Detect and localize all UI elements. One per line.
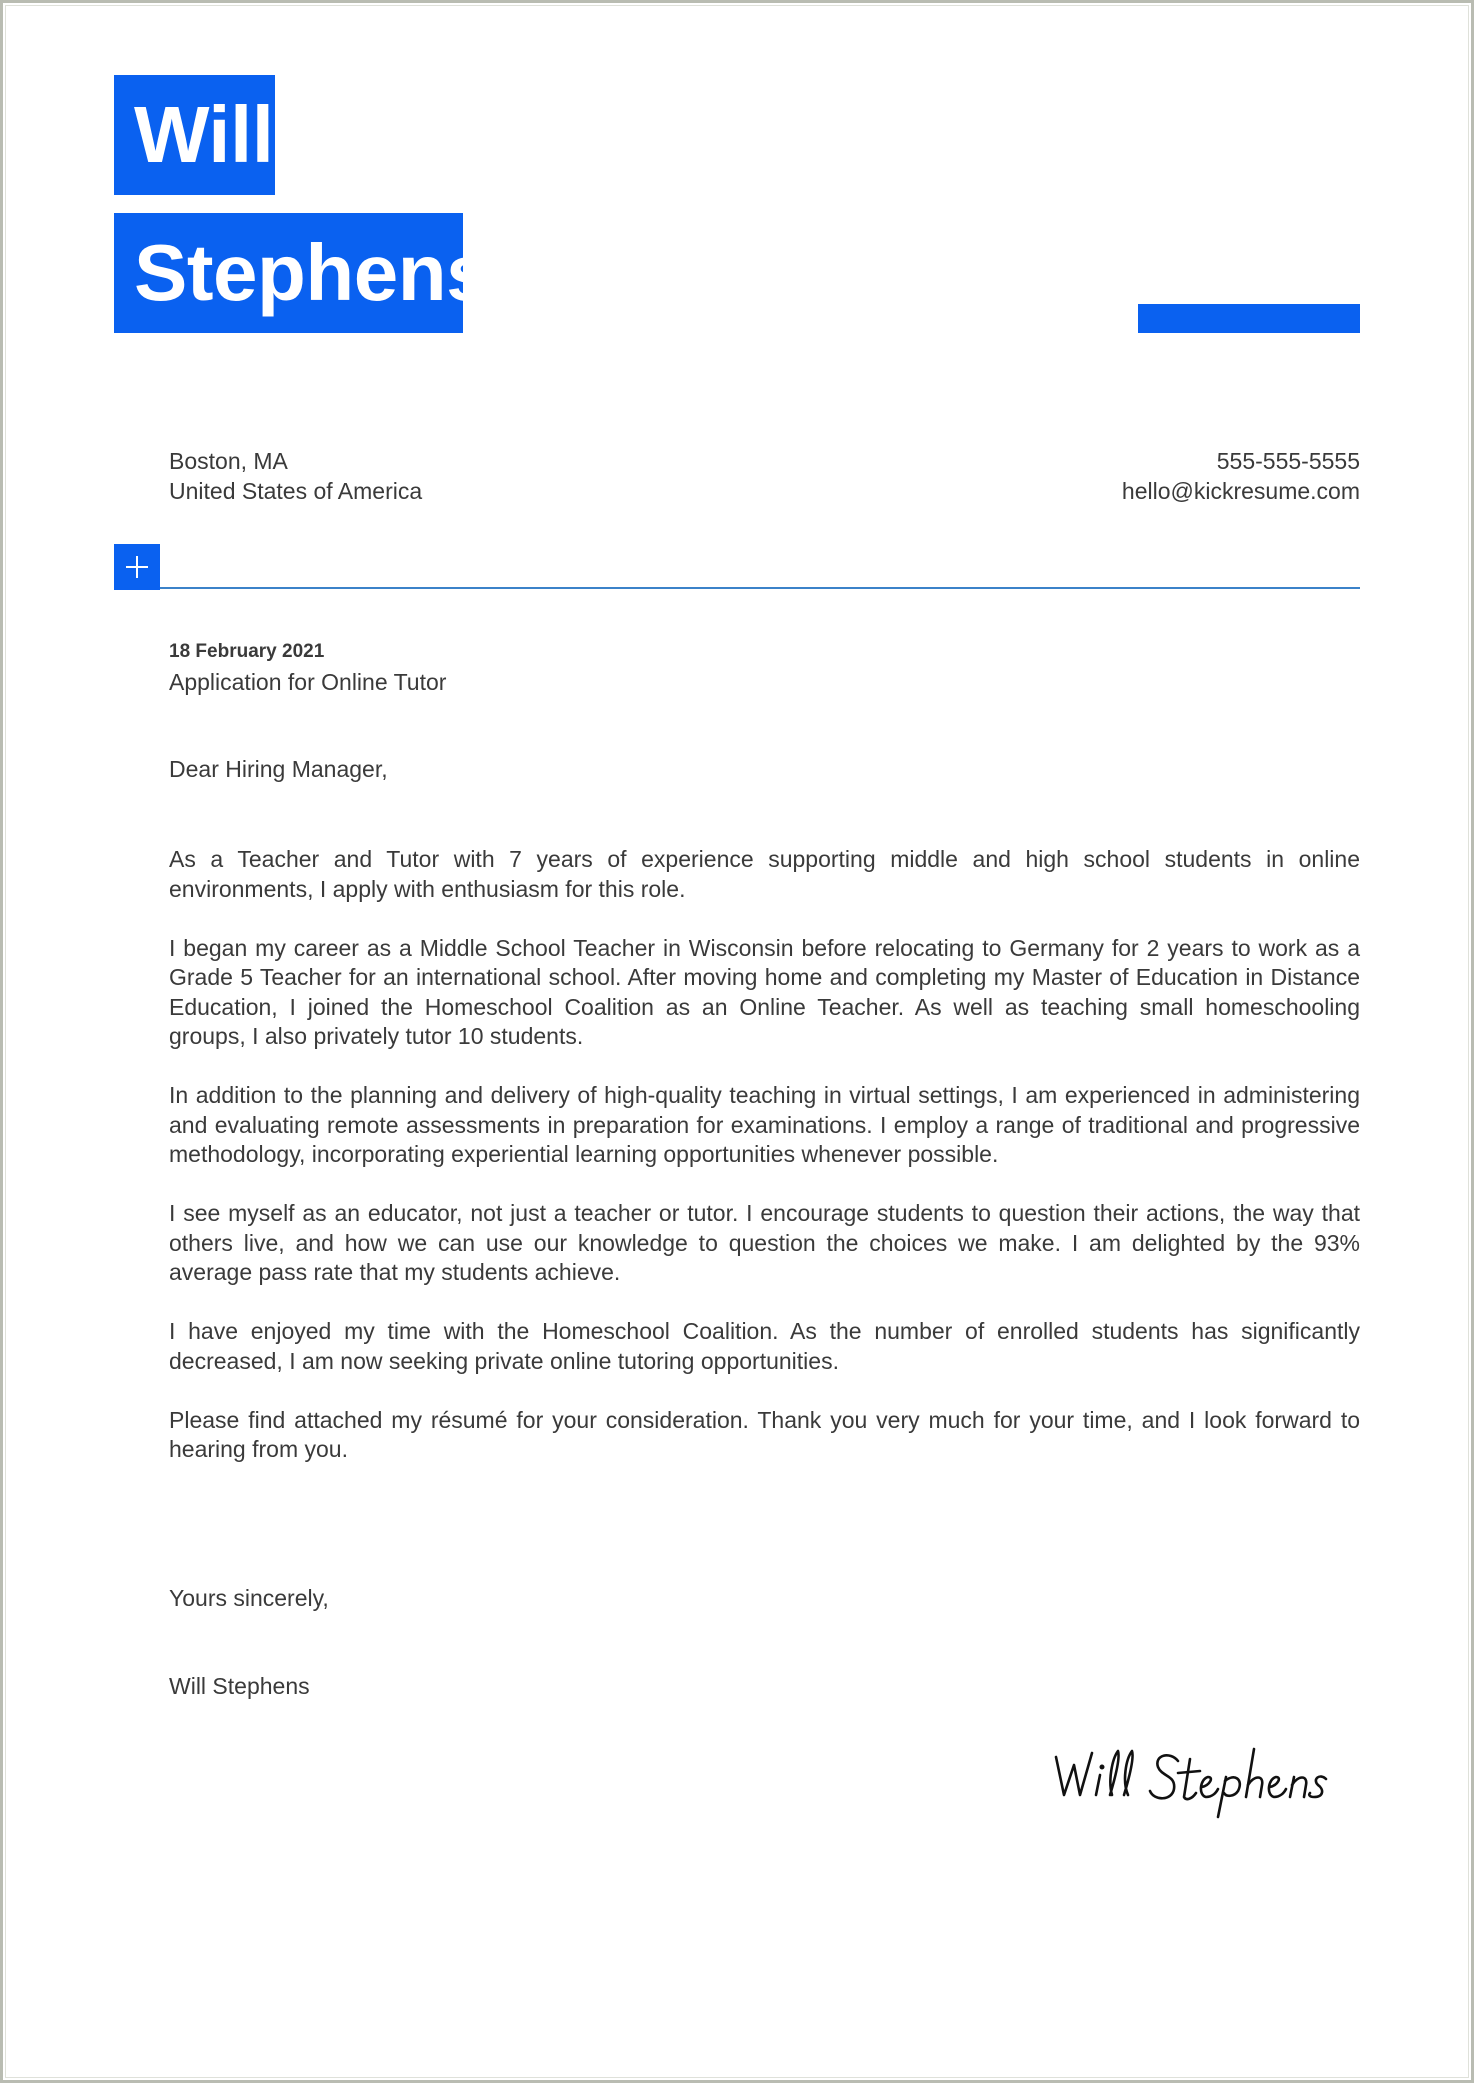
letter-closing: Yours sincerely, [169,1585,329,1611]
first-name: Will [134,90,274,179]
first-name-block [114,75,275,195]
address-country: United States of America [169,478,423,504]
letter-subject: Application for Online Tutor [169,669,447,695]
letter-paragraph: In addition to the planning and delivery of high-quality teaching in virtual settings, I am experienced in administering and evaluating remote assessments in preparation for examinations. I employ a range of traditional and progressive methodology, incorporating experiential learning opportunities whenever possible. [169,1082,1360,1167]
contact-block [1122,446,1360,506]
signer-name: Will Stephens [169,1673,310,1699]
letter-paragraph: Please find attached my résumé for your consideration. Thank you very much for your time, and I look forward to hearing from you. [169,1406,1360,1462]
plus-icon [114,544,160,590]
address-block [169,446,422,506]
last-name-block [114,213,491,333]
contact-phone: 555-555-5555 [1216,448,1360,474]
handwritten-signature [1050,1735,1370,1825]
section-divider [160,587,1360,589]
address-city: Boston, MA [169,448,288,474]
letter-paragraph: As a Teacher and Tutor with 7 years of experience supporting middle and high school students in online environments, I apply with enthusiasm for this role. [169,846,1360,902]
header-accent-bar [1138,304,1360,333]
letter-body [169,845,1360,1494]
letter-date: 18 February 2021 [169,641,325,662]
letter-paragraph: I have enjoyed my time with the Homeschool Coalition. As the number of enrolled students has significantly decreased, I am now seeking private online tutoring opportunities. [169,1318,1360,1374]
letter-paragraph: I see myself as an educator, not just a teacher or tutor. I encourage students to question their actions, the way that others live, and how we can use our knowledge to question the choices we make. I am delighted by the 93% average pass rate that my students achieve. [169,1200,1360,1285]
letter-greeting: Dear Hiring Manager, [169,756,388,782]
contact-email: hello@kickresume.com [1121,478,1360,504]
last-name: Stephens [134,228,491,317]
letter-paragraph: I began my career as a Middle School Teacher in Wisconsin before relocating to Germany for 2 years to work as a Grade 5 Teacher for an international school. After moving home and completing my Master of Education in Distance Education, I joined the Homeschool Coalition as an Online Teacher. As well as teaching small homeschooling groups, I also privately tutor 10 students. [169,934,1360,1049]
